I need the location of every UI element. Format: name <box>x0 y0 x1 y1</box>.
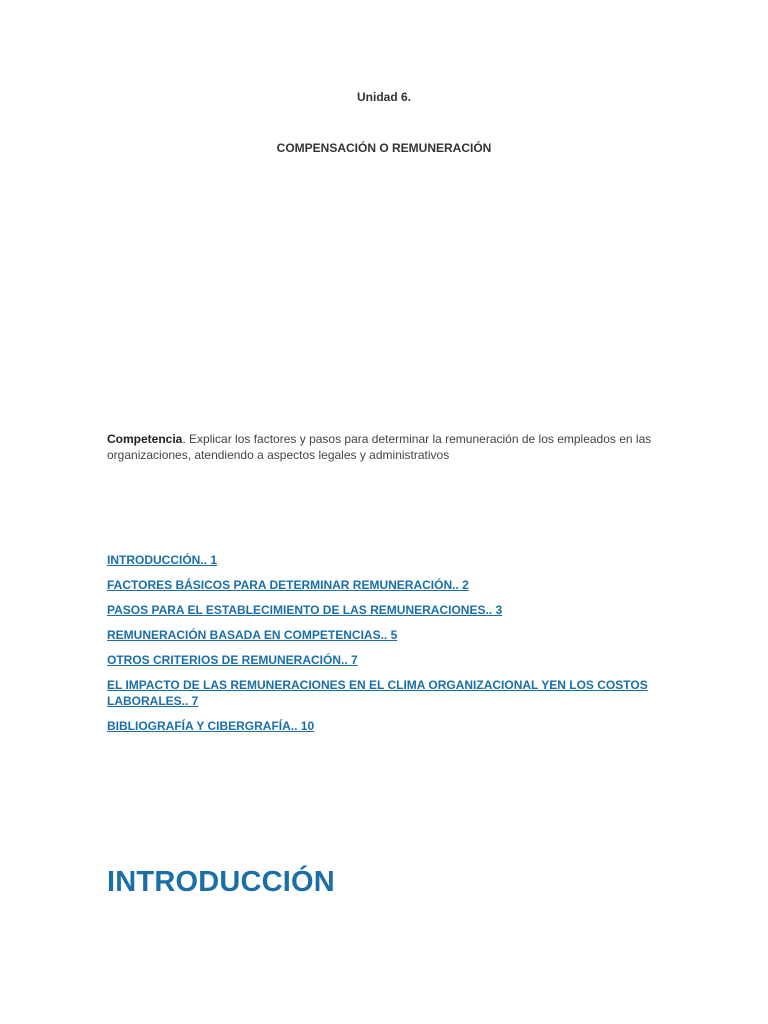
toc-item <box>107 718 667 734</box>
toc-link-introduccion[interactable]: INTRODUCCIÓN.. 1 <box>107 553 218 567</box>
competency-paragraph <box>107 431 667 463</box>
toc-link-remuneracion-competencias[interactable]: REMUNERACIÓN BASADA EN COMPETENCIAS.. 5 <box>107 628 398 642</box>
section-heading-introduccion: INTRODUCCIÓN <box>107 866 335 898</box>
toc-item <box>107 652 667 668</box>
toc-link-impacto-remuneraciones[interactable]: EL IMPACTO DE LAS REMUNERACIONES EN EL CLIMA ORGANIZACIONAL YEN LOS COSTOS LABORALES.. 7 <box>107 678 648 708</box>
competency-text: . Explicar los factores y pasos para determinar la remuneración de los empleados en las organizaciones, atendiendo a aspectos legales y administrativos <box>107 432 652 462</box>
toc-item <box>107 602 667 618</box>
toc-item <box>107 552 667 568</box>
document-title: COMPENSACIÓN O REMUNERACIÓN <box>276 141 492 155</box>
toc-link-otros-criterios[interactable]: OTROS CRITERIOS DE REMUNERACIÓN.. 7 <box>107 653 358 667</box>
toc-item <box>107 577 667 593</box>
toc-link-bibliografia[interactable]: BIBLIOGRAFÍA Y CIBERGRAFÍA.. 10 <box>107 719 315 733</box>
toc-item <box>107 677 667 709</box>
competency-label: Competencia <box>107 432 183 446</box>
table-of-contents <box>107 552 667 743</box>
toc-link-pasos-establecimiento[interactable]: PASOS PARA EL ESTABLECIMIENTO DE LAS REMUNERACIONES.. 3 <box>107 603 503 617</box>
unit-title: Unidad 6. <box>356 90 411 104</box>
toc-link-factores-basicos[interactable]: FACTORES BÁSICOS PARA DETERMINAR REMUNERACIÓN.. 2 <box>107 578 469 592</box>
toc-item <box>107 627 667 643</box>
